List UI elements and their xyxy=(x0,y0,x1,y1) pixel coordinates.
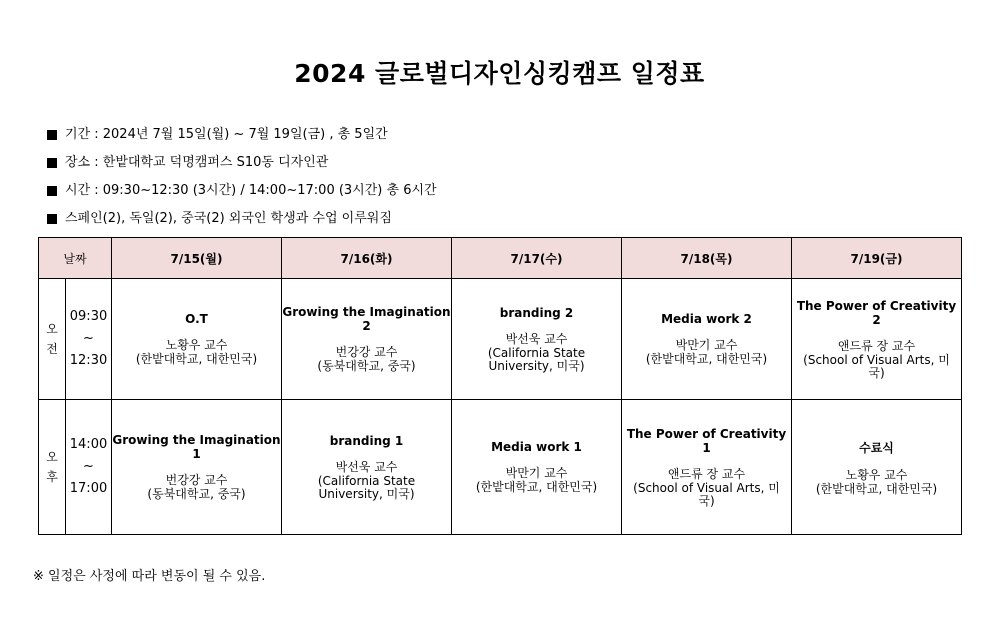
day-header: 7/16(화) xyxy=(282,238,452,279)
info-period: 기간 : 2024년 7월 15일(월) ~ 7월 19일(금) , 총 5일간 xyxy=(47,121,437,149)
session-cell: Growing the Imagination 2 번강강 교수 (동북대학교, 중국) xyxy=(282,279,452,400)
bullet-icon xyxy=(47,158,57,168)
session-cell: The Power of Creativity 2 앤드류 장 교수 (School of Visual Arts, 미국) xyxy=(792,279,962,400)
info-students: 스페인(2), 독일(2), 중국(2) 외국인 학생과 수업 이루워짐 xyxy=(47,205,437,233)
info-list xyxy=(47,121,437,233)
session-cell: O.T 노황우 교수 (한밭대학교, 대한민국) xyxy=(112,279,282,400)
session-cell: Media work 2 박만기 교수 (한밭대학교, 대한민국) xyxy=(622,279,792,400)
page-title: 2024 글로벌디자인싱킹캠프 일정표 xyxy=(294,59,705,88)
day-header: 7/15(월) xyxy=(112,238,282,279)
schedule-table xyxy=(38,237,962,535)
bullet-icon xyxy=(47,186,57,196)
info-time: 시간 : 09:30~12:30 (3시간) / 14:00~17:00 (3시간) 총 6시간 xyxy=(47,177,437,205)
day-header: 7/18(목) xyxy=(622,238,792,279)
table-header-row xyxy=(39,238,962,279)
table-row-am xyxy=(39,279,962,400)
day-header: 7/19(금) xyxy=(792,238,962,279)
session-cell: The Power of Creativity 1 앤드류 장 교수 (School of Visual Arts, 미국) xyxy=(622,400,792,535)
session-cell: 수료식 노황우 교수 (한밭대학교, 대한민국) xyxy=(792,400,962,535)
day-header: 7/17(수) xyxy=(452,238,622,279)
session-cell: Growing the Imagination 1 번강강 교수 (동북대학교, 중국) xyxy=(112,400,282,535)
bullet-icon xyxy=(47,214,57,224)
session-cell: Media work 1 박만기 교수 (한밭대학교, 대한민국) xyxy=(452,400,622,535)
bullet-icon xyxy=(47,130,57,140)
session-cell: branding 1 박선욱 교수 (California State University, 미국) xyxy=(282,400,452,535)
period-cell-pm: 오 후 xyxy=(39,400,66,535)
time-cell-am: 09:30 ~ 12:30 xyxy=(66,279,112,400)
footnote: ※ 일정은 사정에 따라 변동이 될 수 있음. xyxy=(33,569,266,584)
period-cell-am: 오 전 xyxy=(39,279,66,400)
info-location: 장소 : 한밭대학교 덕명캠퍼스 S10동 디자인관 xyxy=(47,149,437,177)
date-header: 날짜 xyxy=(39,238,112,279)
time-cell-pm: 14:00 ~ 17:00 xyxy=(66,400,112,535)
session-cell: branding 2 박선욱 교수 (California State University, 미국) xyxy=(452,279,622,400)
table-row-pm xyxy=(39,400,962,535)
